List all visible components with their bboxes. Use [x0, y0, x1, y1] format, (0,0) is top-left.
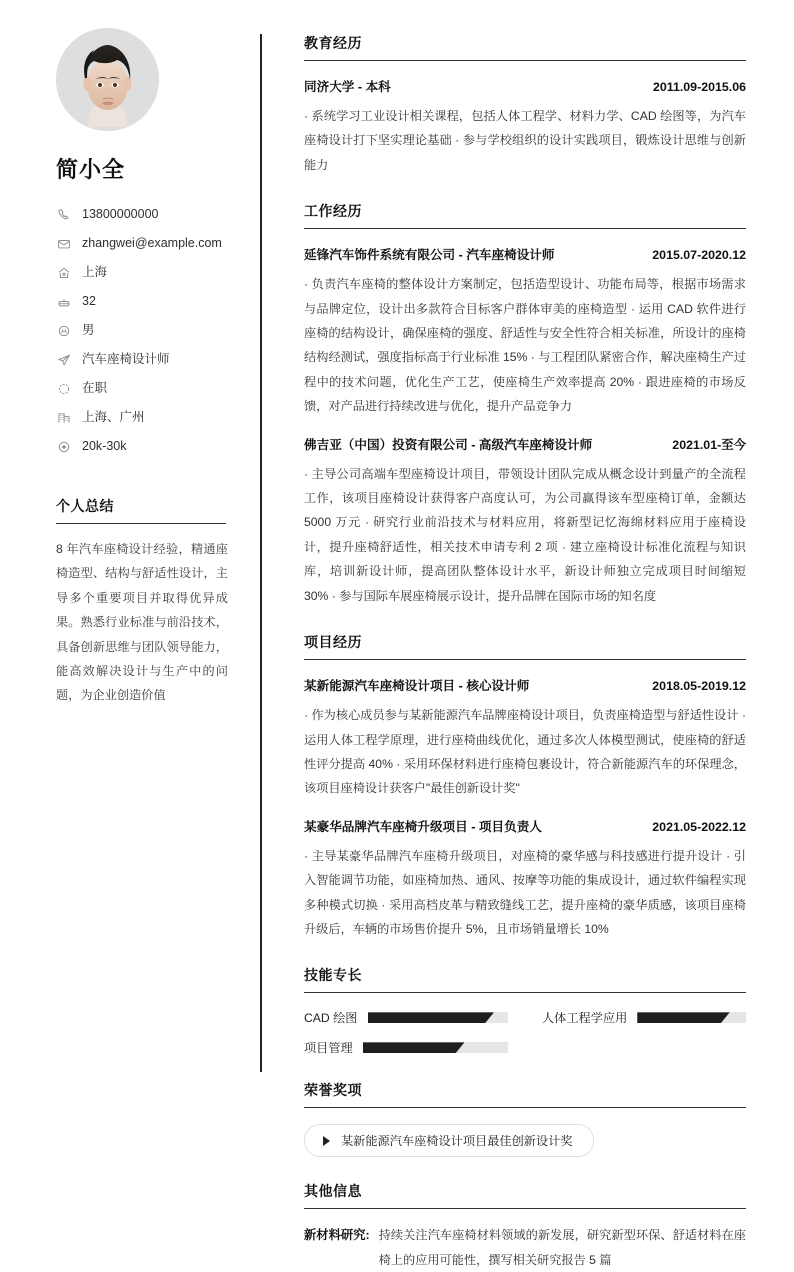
- skill-progress-fill: [637, 1012, 729, 1023]
- triangle-right-icon: [323, 1136, 330, 1146]
- other-info-value: 持续关注汽车座椅材料领域的新发展，研究新型环保、舒适材料在座椅上的应用可能性，撰写相关研究报告 5 篇: [378, 1228, 746, 1267]
- skill-progress-track: [363, 1042, 508, 1053]
- spacer: [304, 945, 746, 965]
- portrait-photo-icon: [56, 28, 159, 131]
- envelope-icon: [56, 236, 71, 251]
- entry-header: [304, 675, 746, 694]
- work-heading: 工作经历: [304, 201, 746, 229]
- entry-title: 佛吉亚（中国）投资有限公司 - 高级汽车座椅设计师: [304, 437, 593, 452]
- entry-date: 2021.01-至今: [672, 437, 746, 452]
- contact-value: 汽车座椅设计师: [82, 352, 170, 366]
- entry-date: 2015.07-2020.12: [652, 248, 746, 263]
- skill-label: 人体工程学应用: [542, 1011, 628, 1026]
- projects-section: [304, 632, 746, 941]
- entry-date: 2011.09-2015.06: [652, 80, 746, 94]
- skill-item: [304, 1009, 508, 1026]
- spacer: [304, 1060, 746, 1080]
- contact-value: 上海: [82, 265, 108, 279]
- cake-icon: [56, 294, 71, 309]
- building-icon: [56, 410, 71, 425]
- entry-date: 2018.05-2019.12: [652, 679, 746, 694]
- education-section: [304, 33, 746, 177]
- contact-item-email: [56, 229, 232, 258]
- entry-title: 某豪华品牌汽车座椅升级项目 - 项目负责人: [304, 819, 542, 834]
- spacer: [304, 1161, 746, 1181]
- contact-list: [52, 200, 232, 461]
- skills-grid-empty-cell: [542, 1039, 746, 1056]
- entry-body: · 主导公司高端车型座椅设计项目，带领设计团队完成从概念设计到量产的全流程工作，该项目座椅设计获得客户高度认可，为公司赢得该车型座椅订单，金额达 5000 万元 · 研究行业前沿技术与材料应用，将新型记忆海绵材料应用于座椅设计，提升座椅舒适性，相关技术申请专利 2 项 · 建立座椅设计标准化流程与知识库，培训新设计师，提高团队整体设计水平，新设计师独立完成项目时间缩短 30% · 参与国际车展座椅展示设计，提升品牌在国际市场的知名度: [304, 466, 746, 603]
- contact-value: zhangwei@example.com: [82, 236, 222, 250]
- entry-title: 同济大学 - 本科: [304, 80, 391, 94]
- other-info-key: 新材料研究:: [304, 1228, 370, 1243]
- work-entry: [304, 244, 746, 418]
- entry-title: 延锋汽车饰件系统有限公司 - 汽车座椅设计师: [304, 248, 555, 263]
- other-info-section: [304, 1181, 746, 1272]
- skill-progress-fill: [368, 1012, 494, 1023]
- entry-header: [304, 816, 746, 835]
- coin-icon: [56, 439, 71, 454]
- paper-plane-icon: [56, 352, 71, 367]
- entry-title: 某新能源汽车座椅设计项目 - 核心设计师: [304, 679, 530, 694]
- contact-item-gender: [56, 316, 232, 345]
- other-info-item: [304, 1223, 746, 1272]
- personal-summary-heading: 个人总结: [56, 496, 226, 524]
- page-title: 简小全: [56, 157, 126, 182]
- work-entry: [304, 434, 746, 608]
- honor-item: [304, 1124, 594, 1157]
- skill-progress-fill: [363, 1042, 465, 1053]
- honors-section: [304, 1080, 746, 1157]
- contact-value: 在职: [82, 381, 108, 395]
- work-section: [304, 201, 746, 608]
- skill-item: [304, 1039, 508, 1056]
- contact-item-status: [56, 374, 232, 403]
- home-icon: [56, 265, 71, 280]
- contact-item-age: [56, 287, 232, 316]
- contact-value: 32: [82, 294, 96, 308]
- other-info-heading: 其他信息: [304, 1181, 746, 1209]
- personal-summary-section: [56, 496, 232, 708]
- skills-grid: [304, 1009, 746, 1056]
- skills-heading: 技能专长: [304, 965, 746, 993]
- sidebar: [0, 0, 262, 1106]
- refresh-icon: [56, 381, 71, 396]
- project-entry: [304, 816, 746, 942]
- contact-value: 13800000000: [82, 207, 159, 221]
- spacer: [304, 612, 746, 632]
- avatar: [56, 28, 159, 131]
- skill-progress-track: [368, 1012, 509, 1023]
- spacer: [304, 181, 746, 201]
- honor-label: 某新能源汽车座椅设计项目最佳创新设计奖: [341, 1134, 573, 1149]
- main-content: [262, 0, 794, 1267]
- education-entry: [304, 76, 746, 177]
- personal-summary-text: 8 年汽车座椅设计经验，精通座椅造型、结构与舒适性设计，主导多个重要项目并取得优异成果。熟悉行业标准与前沿技术，具备创新思维与团队领导能力，能高效解决设计与生产中的问题，为企业创造价值: [56, 542, 228, 703]
- entry-body: · 负责汽车座椅的整体设计方案制定，包括造型设计、功能布局等，根据市场需求与品牌定位，设计出多款符合目标客户群体审美的座椅造型 · 运用 CAD 软件进行座椅的结构设计，确保座椅的强度、舒适性与安全性符合相关标准，所设计的座椅结构经测试，强度指标高于行业标准 15% · 与工程团队紧密合作，解决座椅生产过程中的技术问题，优化生产工艺，使座椅生产效率提高 20% · 跟进座椅的市场反馈，对产品进行持续改进与优化，提升产品竞争力: [304, 277, 746, 414]
- entry-body: · 作为核心成员参与某新能源汽车品牌座椅设计项目，负责座椅造型与舒适性设计 · 运用人体工程学原理，进行座椅曲线优化，通过多次人体模型测试，使座椅的舒适性评分提高 40% · 采用环保材料进行座椅包裹设计，符合新能源汽车的环保理念，该项目座椅设计获客户"最佳创新设计奖": [304, 708, 746, 796]
- contact-value: 男: [82, 323, 95, 337]
- skill-item: [542, 1009, 746, 1026]
- entry-body: · 主导某豪华品牌汽车座椅升级项目，对座椅的豪华感与科技感进行提升设计 · 引入智能调节功能，如座椅加热、通风、按摩等功能的集成设计，通过软件编程实现多种模式切换 · 采用高档皮革与精致缝线工艺，提升座椅的豪华质感，该项目座椅升级后，车辆的市场售价提升 5%，且市场销量增长 10%: [304, 848, 746, 936]
- contact-item-location: [56, 258, 232, 287]
- education-heading: 教育经历: [304, 33, 746, 61]
- contact-item-salary: [56, 432, 232, 461]
- entry-body: · 系统学习工业设计相关课程，包括人体工程学、材料力学、CAD 绘图等，为汽车座椅设计打下坚实理论基础 · 参与学校组织的设计实践项目，锻炼设计思维与创新能力: [304, 109, 746, 172]
- entry-header: [304, 76, 746, 95]
- entry-date: 2021.05-2022.12: [652, 819, 746, 834]
- contact-value: 上海、广州: [82, 410, 145, 424]
- entry-header: [304, 434, 746, 453]
- project-entry: [304, 675, 746, 801]
- honor-list: [304, 1124, 746, 1157]
- skill-label: CAD 绘图: [304, 1011, 358, 1026]
- skill-label: 项目管理: [304, 1041, 353, 1056]
- honors-heading: 荣誉奖项: [304, 1080, 746, 1108]
- contact-item-phone: [56, 200, 232, 229]
- contact-item-position: [56, 345, 232, 374]
- skill-progress-track: [637, 1012, 746, 1023]
- skills-section: [304, 965, 746, 1056]
- contact-item-workplace: [56, 403, 232, 432]
- entry-header: [304, 244, 746, 263]
- gender-icon: [56, 323, 71, 338]
- contact-value: 20k-30k: [82, 439, 127, 453]
- projects-heading: 项目经历: [304, 632, 746, 660]
- phone-icon: [56, 207, 71, 222]
